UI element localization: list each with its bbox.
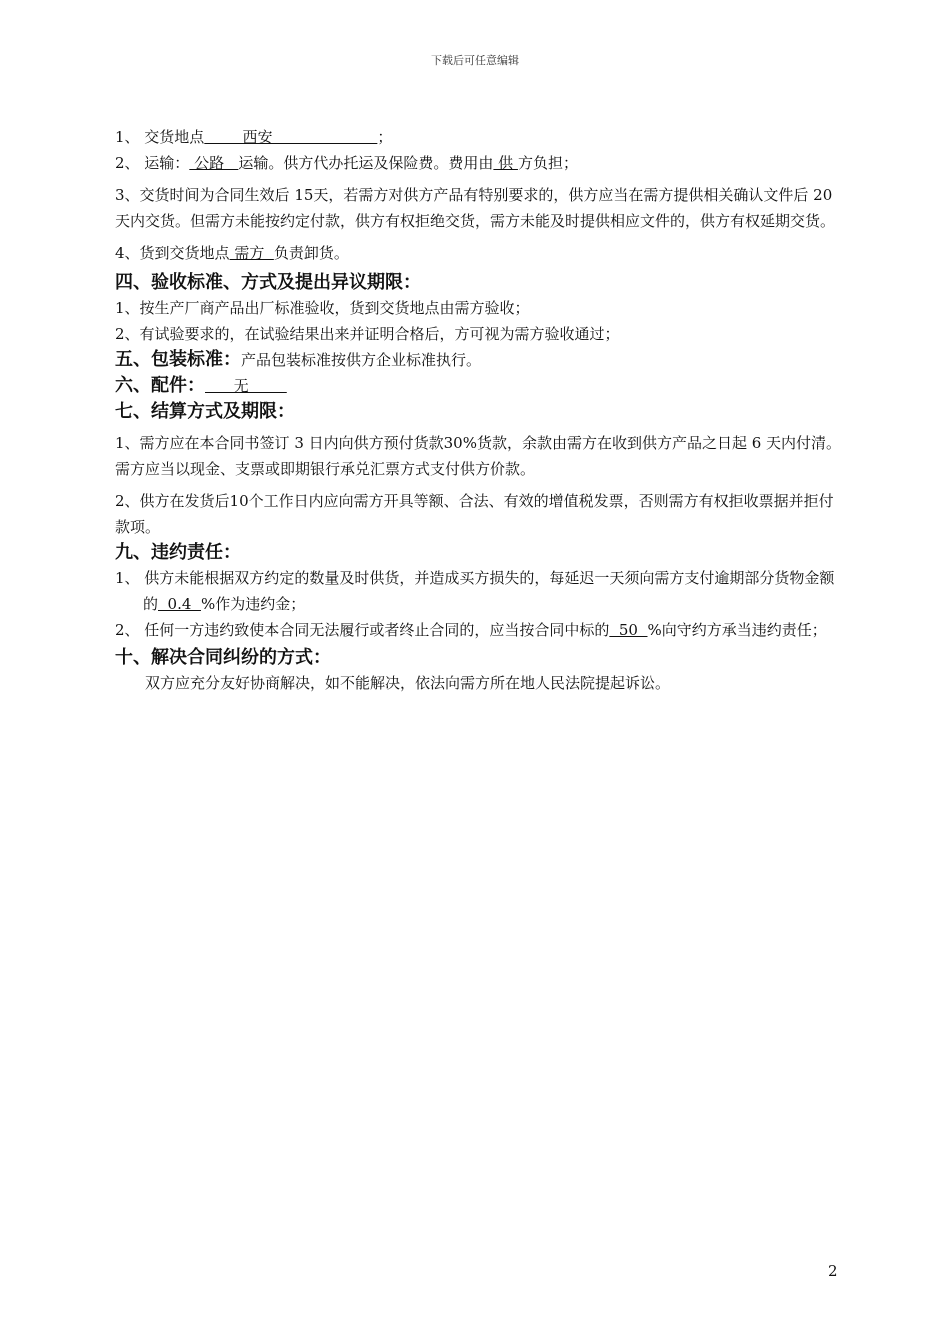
packaging-text: 产品包装标准按供方企业标准执行。 (241, 351, 482, 369)
clause-delivery-location: 1、 交货地点 西安 ； (115, 128, 393, 146)
clause-transport: 2、 运输： 公路 运输。供方代办托运及保险费。费用由 供 方负担； (115, 154, 578, 172)
breach-rate-value: 50 (609, 621, 648, 639)
cost-bearer-value: 供 (493, 154, 518, 172)
section-heading-packaging: 五、包装标准：产品包装标准按供方企业标准执行。 (115, 349, 482, 370)
unloading-party-value: 需方 (229, 244, 274, 262)
clause-liability-1: 1、 供方未能根据双方约定的数量及时供货，并造成买方损失的，每延迟一天须向需方支付逾期部分货物金额的 0.4 %作为违约金； (115, 569, 835, 613)
page-header: 下载后可任意编辑 (431, 54, 519, 67)
section-heading-settlement: 七、结算方式及期限： (115, 401, 295, 422)
clause-liability-2: 2、 任何一方违约致使本合同无法履行或者终止合同的，应当按合同中标的 50 %向守约方承当违约责任； (115, 621, 827, 639)
clause-settlement-2: 2、供方在发货后10个工作日内应向需方开具等额、合法、有效的增值税发票，否则需方有权拒收票据并拒付款项。 (115, 492, 834, 536)
delivery-location-value: 西安 (204, 128, 378, 146)
clause-unloading: 4、货到交货地点 需方 负责卸货。 (115, 244, 349, 262)
section-heading-acceptance: 四、验收标准、方式及提出异议期限： (115, 272, 421, 293)
page-number: 2 (828, 1262, 838, 1280)
contract-body (115, 124, 845, 696)
clause-acceptance-2: 2、有试验要求的，在试验结果出来并证明合格后，方可视为需方验收通过； (115, 325, 620, 343)
accessories-value: 无 (205, 377, 287, 395)
clause-acceptance-1: 1、按生产厂商产品出厂标准验收，货到交货地点由需方验收； (115, 299, 530, 317)
clause-dispute: 双方应充分友好协商解决，如不能解决，依法向需方所在地人民法院提起诉讼。 (145, 674, 671, 692)
penalty-rate-value: 0.4 (158, 595, 201, 613)
section-heading-dispute: 十、解决合同纠纷的方式： (115, 647, 331, 668)
clause-settlement-1: 1、需方应在本合同书签订 3 日内向供方预付货款30%货款，余款由需方在收到供方产品之日起 6 天内付清。需方应当以现金、支票或即期银行承兑汇票方式支付供方价款。 (115, 434, 842, 478)
section-heading-accessories: 六、配件： 无 (115, 375, 287, 396)
clause-delivery-time: 3、交货时间为合同生效后 15天，若需方对供方产品有特别要求的，供方应当在需方提供相关确认文件后 20 天内交货。但需方未能按约定付款，供方有权拒绝交货，需方未能及时提供相应文件的，供方有权延期交货。 (115, 186, 836, 230)
transport-mode-value: 公路 (189, 154, 239, 172)
section-heading-liability: 九、违约责任： (115, 542, 241, 563)
